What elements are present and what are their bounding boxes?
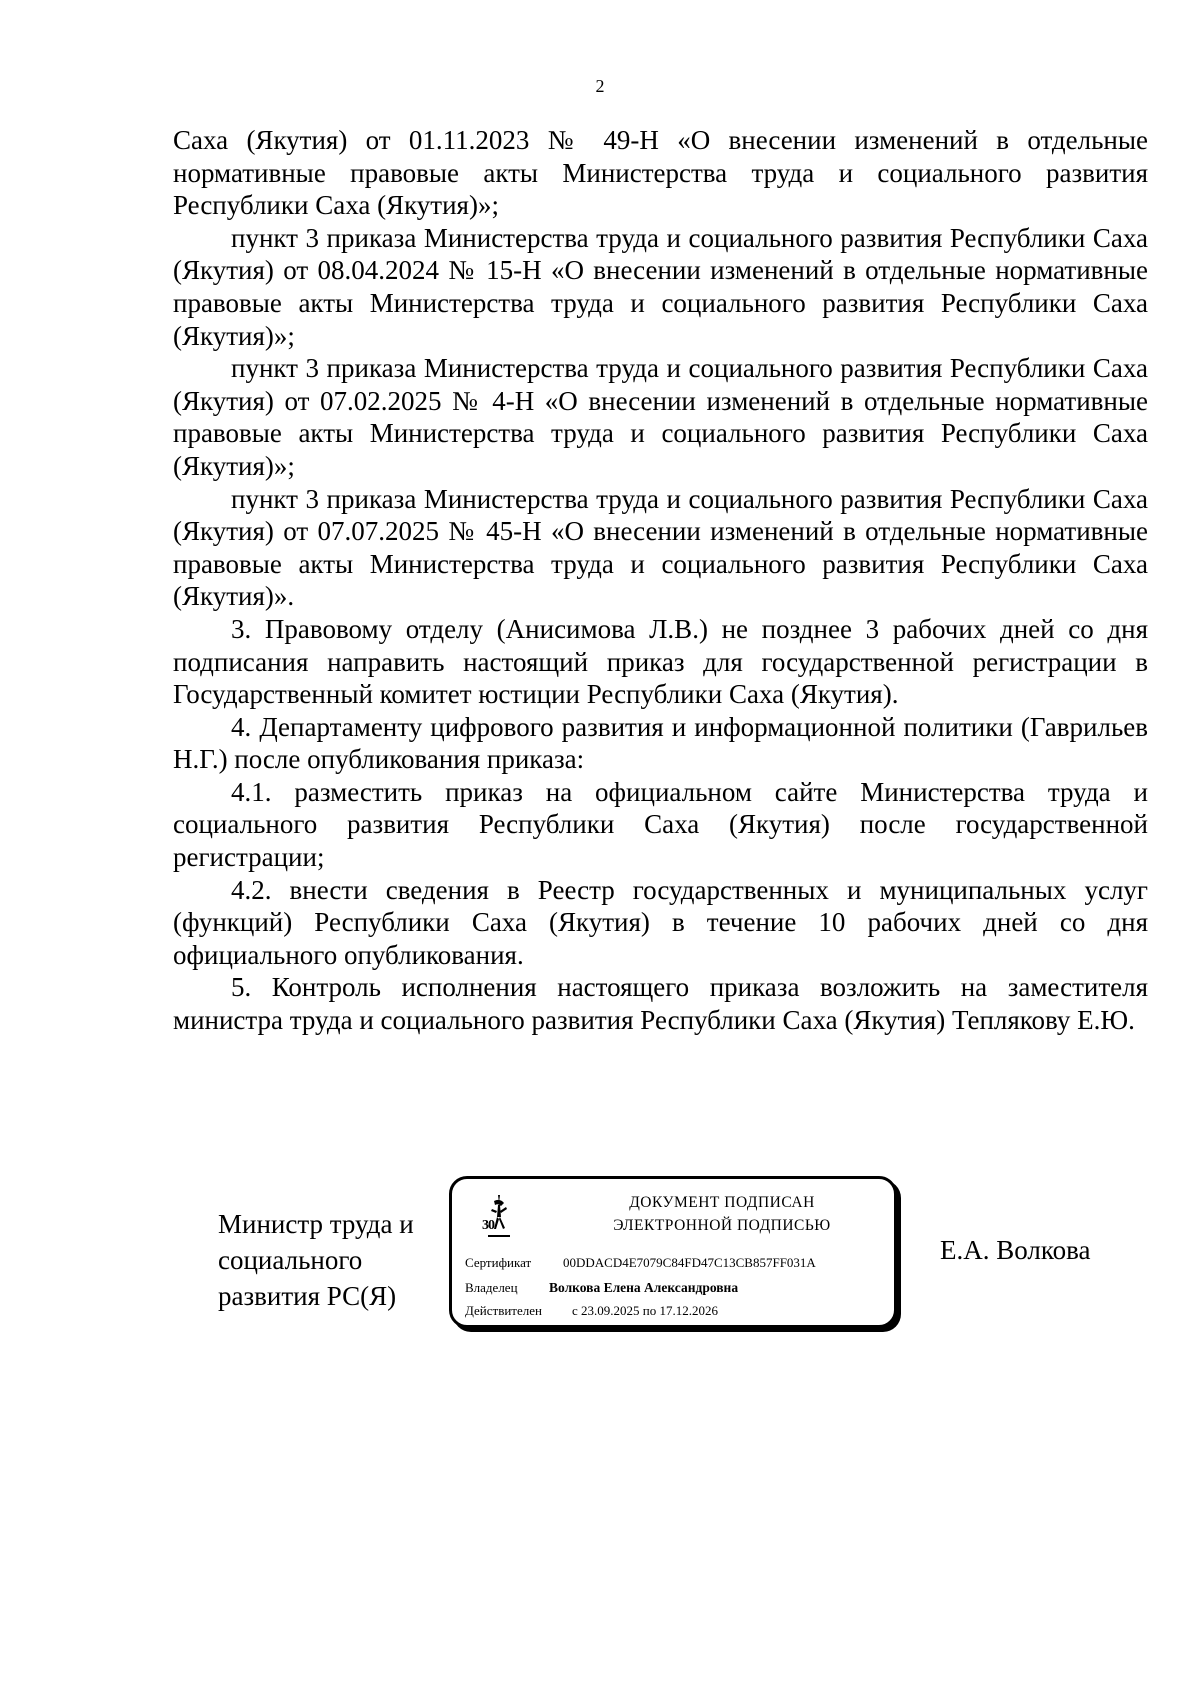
stamp-heading-line-1: ДОКУМЕНТ ПОДПИСАН — [629, 1194, 815, 1211]
paragraph-item-4: 4. Департаменту цифрового развития и информационной политики (Гаврильев Н.Г.) после опубликования приказа: — [173, 711, 1148, 775]
document-body — [173, 124, 1148, 1037]
signatory-title — [218, 1206, 448, 1314]
paragraph-3: пункт 3 приказа Министерства труда и социального развития Республики Саха (Якутия) от 07.02.2025 № 4-Н «О внесении изменений в отдельные нормативные правовые акты Министерства труда и социального развития Республики Саха (Якутия)»; — [173, 353, 1148, 481]
owner-label: Владелец — [465, 1280, 518, 1295]
emblem-icon — [474, 1193, 518, 1243]
signatory-title-line-2: социального — [218, 1245, 363, 1275]
paragraph-2: пункт 3 приказа Министерства труда и социального развития Республики Саха (Якутия) от 08.04.2024 № 15-Н «О внесении изменений в отдельные нормативные правовые акты Министерства труда и социального развития Республики Саха (Якутия)»; — [173, 222, 1148, 351]
validity-label: Действителен — [465, 1303, 542, 1318]
signatory-title-line-1: Министр труда и — [218, 1209, 414, 1239]
signatory-title-line-3: развития РС(Я) — [218, 1281, 397, 1311]
electronic-signature-stamp — [449, 1176, 897, 1328]
stamp-certificate-row — [465, 1255, 816, 1271]
paragraph-item-3: 3. Правовому отделу (Анисимова Л.В.) не позднее 3 рабочих дней со дня подписания направить настоящий приказ для государственной регистрации в Государственный комитет юстиции Республики Саха (Якутия). — [173, 613, 1148, 710]
validity-value: с 23.09.2025 по 17.12.2026 — [572, 1303, 718, 1318]
stamp-owner-row — [465, 1280, 738, 1296]
paragraph-item-4-2: 4.2. внести сведения в Реестр государственных и муниципальных услуг (функций) Республики Саха (Якутия) в течение 10 рабочих дней со дня официального опубликования. — [173, 874, 1148, 970]
emblem-text: 30 — [482, 1218, 494, 1233]
signer-name: Е.А. Волкова — [940, 1235, 1091, 1265]
certificate-label: Сертификат — [465, 1255, 532, 1270]
stamp-validity-row — [465, 1303, 718, 1319]
paragraph-item-4-1: 4.1. разместить приказ на официальном сайте Министерства труда и социального развития Республики Саха (Якутия) после государственной регистрации; — [173, 776, 1148, 873]
stamp-heading — [562, 1191, 882, 1237]
certificate-value: 00DDACD4E7079C84FD47C13CB857FF031A — [563, 1255, 816, 1270]
owner-value: Волкова Елена Александровна — [549, 1280, 739, 1295]
stamp-heading-line-2: ЭЛЕКТРОННОЙ ПОДПИСЬЮ — [613, 1217, 831, 1234]
paragraph-4: пункт 3 приказа Министерства труда и социального развития Республики Саха (Якутия) от 07.07.2025 № 45-Н «О внесении изменений в отдельные нормативные правовые акты Министерства труда и социального развития Республики Саха (Якутия)». — [173, 483, 1148, 612]
paragraph-item-5: 5. Контроль исполнения настоящего приказа возложить на заместителя министра труда и социального развития Республики Саха (Якутия) Теплякову Е.Ю. — [173, 972, 1148, 1036]
paragraph-1: Саха (Якутия) от 01.11.2023 № 49-Н «О внесении изменений в отдельные нормативные правовые акты Министерства труда и социального развития Республики Саха (Якутия)»; — [173, 125, 1148, 221]
page-number: 2 — [595, 76, 605, 96]
